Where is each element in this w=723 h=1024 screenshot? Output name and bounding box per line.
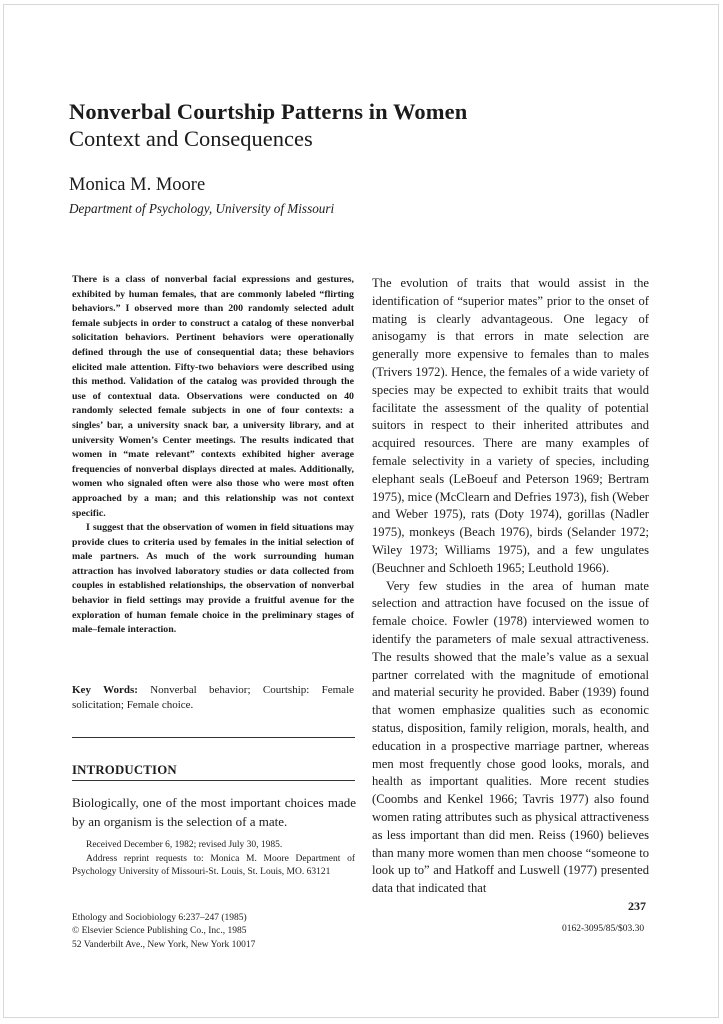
- journal-line-3: 52 Vanderbilt Ave., New York, New York 10017: [72, 939, 256, 950]
- issn-code: 0162-3095/85/$03.30: [562, 924, 645, 934]
- keywords-text: Nonverbal behavior; Courtship: Female solicitation; Female choice.: [72, 684, 355, 711]
- introduction-text: Biologically, one of the most important choices made by an organism is the selection of a mate.: [72, 795, 356, 829]
- author-affiliation: Department of Psychology, University of Missouri: [69, 201, 335, 216]
- footnote-address: Address reprint requests to: Monica M. Moore Department of Psychology University of Missouri-St. Louis, St. Louis, MO. 63121: [72, 853, 355, 878]
- footnote: [72, 839, 355, 880]
- page-number: 237: [628, 899, 646, 913]
- body-paragraph-2: Very few studies in the area of human mate selection and attraction have focused on the issue of female choice. Fowler (1978) interviewed women to identify the parameters of male sexual attractiveness. The results showed that the male’s value as a sexual partner correlated with the magnitude of emotional and material security he provided. Baber (1939) found that women emphasize qualities such as economic status, disposition, family religion, morals, health, and education in a prospective marriage partner, whereas men most frequently chose good looks, morals, and health as important qualities. More recent studies (Coombs and Kenkel 1966; Tavris 1977) also found women rating attributes such as physical attractiveness as less important than did men. Reiss (1960) believes than many more women than men choose “someone to look up to” and Hatkoff and Luswell (1977) presented data that indicated that: [372, 578, 649, 896]
- body-paragraph-1: The evolution of traits that would assist in the identification of “superior mates” prior to the onset of mating is clearly advantageous. One legacy of anisogamy is that errors in mate selection are generally more expensive to females than to males (Trivers 1972). Hence, the females of a wide variety of species may be expected to exhibit traits that would facilitate the assessment of the quality of potential suitors in respect to their inherited attributes and acquired resources. There are many examples of female selectivity in a variety of species, including elephant seals (LeBoeuf and Peterson 1969; Bertram 1975), mice (McClearn and Defries 1973), fish (Weber and Weber 1975), rats (Doty 1974), gorillas (Nadler 1975), monkeys (Beach 1976), birds (Selander 1972; Wiley 1973; Williams 1975), and a few ungulates (Beuchner and Schloeth 1965; Leuthold 1966).: [372, 276, 650, 575]
- abstract: [72, 273, 354, 638]
- journal-citation: [72, 912, 255, 952]
- article-subtitle: Context and Consequences: [69, 126, 313, 151]
- author-name: Monica M. Moore: [69, 175, 206, 195]
- abstract-paragraph-1: There is a class of nonverbal facial expressions and gestures, exhibited by human females, that are commonly labeled “flirting behaviors.” I observed more than 200 randomly selected adult female subjects in order to construct a catalog of these nonverbal solicitation behaviors. Pertinent behaviors were operationally defined through the use of consequential data; these behaviors elicited male attention. Fifty-two behaviors were described using this method. Validation of the catalog was provided through the use of contextual data. Observations were conducted on 40 randomly selected female subjects in one of four contexts: a singles’ bar, a university snack bar, a university library, and at university Women’s Center meetings. The results indicated that women in “mate relevant” contexts exhibited higher average frequencies of nonverbal displays directed at males. Additionally, women who signaled often were also those who were most often approached by a man; and this relationship was not context specific.: [72, 274, 354, 519]
- footnote-received: Received December 6, 1982; revised July 30, 1985.: [86, 840, 283, 850]
- section-divider-top: [72, 737, 355, 738]
- section-heading-introduction: INTRODUCTION: [72, 763, 177, 777]
- keywords-label: Key Words:: [72, 684, 138, 696]
- journal-line-1: Ethology and Sociobiology 6:237–247 (1985): [72, 913, 247, 923]
- right-column-body: [372, 275, 649, 898]
- abstract-paragraph-2: I suggest that the observation of women in field situations may provide clues to criteria used by females in the initial selection of male partners. As much of the work surrounding human attraction has involved laboratory studies or data collected from couples in established relationships, the observation of nonverbal behavior in field settings may provide a fruitful avenue for the exploration of human female choice in the preliminary stages of male–female interaction.: [72, 522, 354, 636]
- article-title: Nonverbal Courtship Patterns in Women: [69, 99, 468, 124]
- keywords: [72, 683, 354, 712]
- journal-line-2: © Elsevier Science Publishing Co., Inc., 1985: [72, 926, 247, 937]
- section-divider-bottom: [72, 780, 355, 781]
